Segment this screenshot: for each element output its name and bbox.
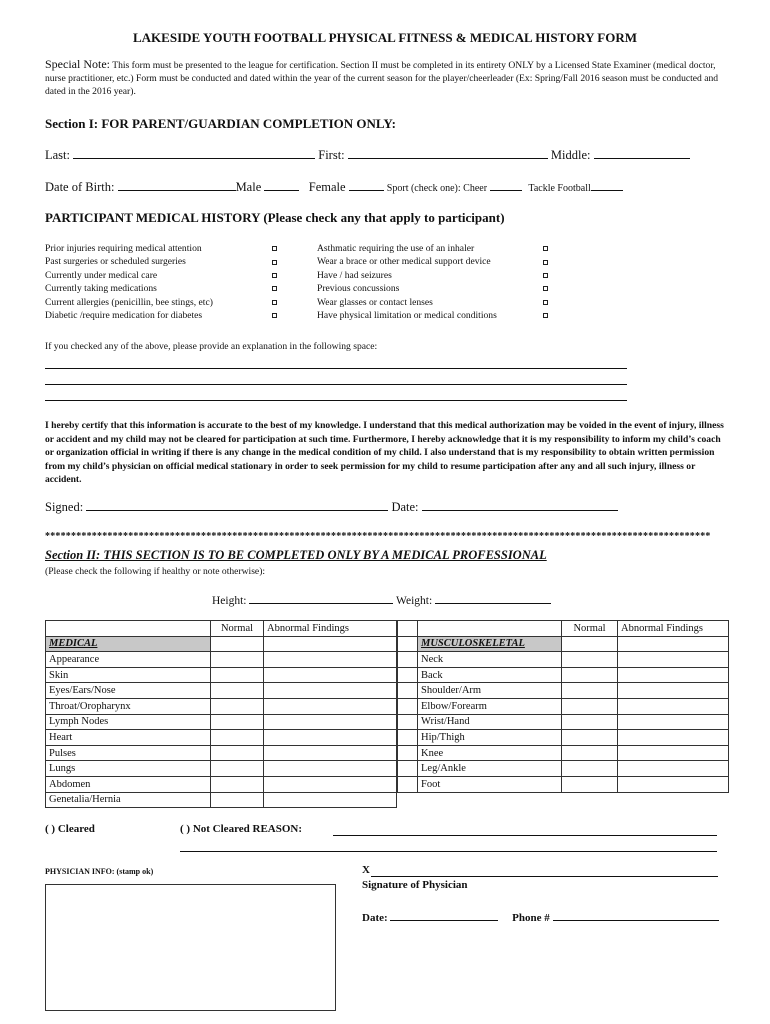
exam-item: Wrist/Hand	[418, 714, 562, 730]
normal-cell[interactable]	[562, 667, 618, 683]
history-item: Asthmatic requiring the use of an inhaler	[317, 243, 475, 254]
abnormal-header: Abnormal Findings	[264, 621, 397, 637]
history-item: Have / had seizures	[317, 269, 392, 281]
normal-cell[interactable]	[562, 652, 618, 668]
normal-cell[interactable]	[211, 776, 264, 792]
abnormal-cell[interactable]	[618, 683, 729, 699]
section1-heading: Section I: FOR PARENT/GUARDIAN COMPLETION ONLY:	[45, 116, 396, 131]
history-checkbox[interactable]	[272, 286, 277, 291]
special-note-text: This form must be presented to the league for certification. Section II must be completed in its entirety ONLY by a Licensed State Examiner (medical doctor, nurse practitioner, etc.) Form must be conducted and dated within the year of the current season for the player/cheerleader (Ex: Spring/Fall 2016 season must be conducted and dated in the 2016 year).	[45, 60, 719, 97]
name-row	[45, 147, 690, 163]
abnormal-cell[interactable]	[264, 730, 397, 746]
explanation-line[interactable]	[45, 368, 627, 369]
signature-x: X	[362, 864, 370, 876]
normal-header: Normal	[562, 621, 618, 637]
spacer-cell	[398, 745, 418, 761]
normal-cell[interactable]	[211, 792, 264, 808]
female-label: Female	[308, 180, 346, 194]
spacer-cell	[398, 761, 418, 777]
history-item: Past surgeries or scheduled surgeries	[45, 256, 186, 268]
history-checkbox[interactable]	[543, 273, 548, 278]
abnormal-cell[interactable]	[264, 636, 397, 652]
exam-item: Lungs	[46, 761, 211, 777]
history-item: Prior injuries requiring medical attention	[45, 243, 202, 254]
middle-label: Middle:	[550, 148, 591, 162]
first-label: First:	[318, 148, 345, 162]
musculoskeletal-table	[397, 620, 729, 793]
physician-signature-line[interactable]	[371, 876, 718, 877]
abnormal-cell[interactable]	[264, 698, 397, 714]
medical-header: MEDICAL	[46, 636, 211, 652]
exam-item: Appearance	[46, 652, 211, 668]
not-cleared-option[interactable]: ( ) Not Cleared REASON:	[180, 823, 303, 835]
history-left-list	[45, 242, 213, 322]
abnormal-header: Abnormal Findings	[618, 621, 729, 637]
abnormal-cell[interactable]	[618, 652, 729, 668]
exam-item: Hip/Thigh	[418, 730, 562, 746]
history-checkbox[interactable]	[543, 300, 548, 305]
history-item: Current allergies (penicillin, bee stings, etc)	[45, 296, 213, 308]
explain-prompt: If you checked any of the above, please provide an explanation in the following space:	[45, 341, 378, 352]
exam-item: Throat/Oropharynx	[46, 698, 211, 714]
signature-row	[45, 499, 618, 515]
dob-field[interactable]	[118, 179, 236, 191]
last-name-field[interactable]	[73, 147, 315, 159]
normal-cell[interactable]	[562, 683, 618, 699]
exam-item: Shoulder/Arm	[418, 683, 562, 699]
certification-text: I hereby certify that this information is accurate to the best of my knowledge. I understand that this medical authorization may be voided in the event of injury, illness or accident and my child may not be cleared for participation at such time. Furthermore, I hereby acknowledge that it is my responsibility to inform my child’s coach or organization official in writing if there is any change in the medical condition of my child. I also understand that is my responsibility to obtain written permission from my child’s physician on official medical stationary in order to seek permission for my child to resume participation after any and all such injury, illness or accident.	[45, 420, 724, 486]
history-checkbox[interactable]	[272, 246, 277, 251]
abnormal-cell[interactable]	[618, 698, 729, 714]
history-checkbox[interactable]	[543, 313, 548, 318]
history-item: Wear a brace or other medical support device	[317, 256, 491, 268]
normal-cell[interactable]	[562, 698, 618, 714]
normal-cell[interactable]	[211, 745, 264, 761]
height-weight-row	[212, 592, 551, 607]
history-checkbox[interactable]	[272, 300, 277, 305]
first-name-field[interactable]	[348, 147, 548, 159]
abnormal-cell[interactable]	[264, 776, 397, 792]
weight-field[interactable]	[435, 592, 551, 604]
history-right-list	[317, 242, 497, 322]
section2-heading: Section II: THIS SECTION IS TO BE COMPLETED ONLY BY A MEDICAL PROFESSIONAL	[45, 548, 547, 562]
normal-cell[interactable]	[211, 698, 264, 714]
section2-subheading: (Please check the following if healthy or note otherwise):	[45, 566, 266, 577]
spacer-cell	[398, 776, 418, 792]
history-item: Currently under medical care	[45, 269, 158, 281]
normal-cell[interactable]	[562, 714, 618, 730]
exam-item: Lymph Nodes	[46, 714, 211, 730]
dob-label: Date of Birth:	[45, 180, 115, 194]
exam-item: Heart	[46, 730, 211, 746]
history-right-checkboxes	[543, 242, 548, 322]
history-item: Have physical limitation or medical conditions	[317, 310, 497, 322]
exam-item: Abdomen	[46, 776, 211, 792]
abnormal-cell[interactable]	[264, 683, 397, 699]
exam-item: Leg/Ankle	[418, 761, 562, 777]
phone-field[interactable]	[553, 909, 719, 921]
normal-cell[interactable]	[211, 667, 264, 683]
exam-item: Pulses	[46, 745, 211, 761]
parent-date-field[interactable]	[422, 499, 618, 511]
spacer-cell	[398, 636, 418, 652]
normal-cell[interactable]	[562, 761, 618, 777]
cleared-option[interactable]: ( ) Cleared	[45, 823, 95, 835]
normal-cell[interactable]	[211, 652, 264, 668]
last-label: Last:	[45, 148, 70, 162]
abnormal-cell[interactable]	[264, 761, 397, 777]
abnormal-cell[interactable]	[618, 761, 729, 777]
normal-cell[interactable]	[211, 761, 264, 777]
abnormal-cell[interactable]	[618, 745, 729, 761]
musculo-corner-cell	[418, 621, 562, 637]
spacer-cell	[398, 621, 418, 637]
physician-stamp-box[interactable]	[45, 884, 336, 1011]
special-note-label: Special Note:	[45, 57, 110, 71]
physician-date-label: Date:	[362, 912, 388, 924]
spacer-cell	[398, 714, 418, 730]
exam-item: Eyes/Ears/Nose	[46, 683, 211, 699]
physician-date-row	[362, 909, 719, 924]
tackle-label: Tackle Football	[528, 183, 591, 194]
normal-cell[interactable]	[211, 636, 264, 652]
musculo-header: MUSCULOSKELETAL	[418, 636, 562, 652]
history-left-checkboxes	[272, 242, 277, 322]
history-checkbox[interactable]	[272, 273, 277, 278]
reason-line-2[interactable]	[180, 851, 717, 852]
normal-cell[interactable]	[562, 730, 618, 746]
divider-stars: ********************************************************************************************************************************	[45, 531, 711, 542]
dob-row	[45, 179, 623, 195]
form-title: LAKESIDE YOUTH FOOTBALL PHYSICAL FITNESS & MEDICAL HISTORY FORM	[133, 30, 637, 45]
exam-item: Back	[418, 667, 562, 683]
abnormal-cell[interactable]	[618, 636, 729, 652]
cheer-field[interactable]	[490, 179, 522, 191]
abnormal-cell[interactable]	[264, 714, 397, 730]
medical-table	[45, 620, 397, 808]
abnormal-cell[interactable]	[618, 667, 729, 683]
normal-cell[interactable]	[211, 714, 264, 730]
height-label: Height:	[212, 595, 247, 607]
physician-info-label: PHYSICIAN INFO: (stamp ok)	[45, 867, 154, 876]
date-label: Date:	[391, 500, 419, 514]
exam-item: Elbow/Forearm	[418, 698, 562, 714]
history-checkbox[interactable]	[543, 286, 548, 291]
height-field[interactable]	[249, 592, 393, 604]
normal-cell[interactable]	[562, 745, 618, 761]
medical-corner-cell	[46, 621, 211, 637]
spacer-cell	[398, 652, 418, 668]
weight-label: Weight:	[396, 595, 433, 607]
explanation-line[interactable]	[45, 400, 627, 401]
medical-history-heading: PARTICIPANT MEDICAL HISTORY (Please check any that apply to participant)	[45, 210, 505, 225]
exam-item: Foot	[418, 776, 562, 792]
abnormal-cell[interactable]	[264, 792, 397, 808]
exam-item: Skin	[46, 667, 211, 683]
history-checkbox[interactable]	[272, 313, 277, 318]
spacer-cell	[398, 698, 418, 714]
normal-cell[interactable]	[562, 636, 618, 652]
phone-label: Phone #	[512, 912, 550, 924]
abnormal-cell[interactable]	[618, 730, 729, 746]
history-checkbox[interactable]	[272, 260, 277, 265]
abnormal-cell[interactable]	[618, 714, 729, 730]
history-checkbox[interactable]	[543, 246, 548, 251]
exam-item: Genetalia/Hernia	[46, 792, 211, 808]
history-item: Wear glasses or contact lenses	[317, 296, 433, 308]
normal-cell[interactable]	[211, 683, 264, 699]
signed-label: Signed:	[45, 500, 84, 514]
abnormal-cell[interactable]	[264, 745, 397, 761]
history-item: Currently taking medications	[45, 283, 157, 295]
normal-cell[interactable]	[562, 776, 618, 792]
exam-item: Knee	[418, 745, 562, 761]
abnormal-cell[interactable]	[618, 776, 729, 792]
abnormal-cell[interactable]	[264, 652, 397, 668]
male-label: Male	[235, 180, 262, 194]
tackle-field[interactable]	[591, 179, 623, 191]
explanation-line[interactable]	[45, 384, 627, 385]
spacer-cell	[398, 667, 418, 683]
male-field[interactable]	[264, 179, 299, 191]
reason-line-1[interactable]	[333, 835, 717, 836]
parent-signature-field[interactable]	[86, 499, 388, 511]
normal-cell[interactable]	[211, 730, 264, 746]
sport-label: Sport (check one): Cheer	[386, 183, 488, 194]
middle-name-field[interactable]	[594, 147, 690, 159]
spacer-cell	[398, 683, 418, 699]
exam-item: Neck	[418, 652, 562, 668]
history-checkbox[interactable]	[543, 260, 548, 265]
physician-signature-label: Signature of Physician	[362, 879, 468, 891]
history-item: Previous concussions	[317, 283, 400, 295]
normal-header: Normal	[211, 621, 264, 637]
special-note	[45, 58, 731, 98]
abnormal-cell[interactable]	[264, 667, 397, 683]
history-item: Diabetic /require medication for diabetes	[45, 310, 203, 322]
spacer-cell	[398, 730, 418, 746]
physician-date-field[interactable]	[390, 909, 498, 921]
female-field[interactable]	[349, 179, 384, 191]
